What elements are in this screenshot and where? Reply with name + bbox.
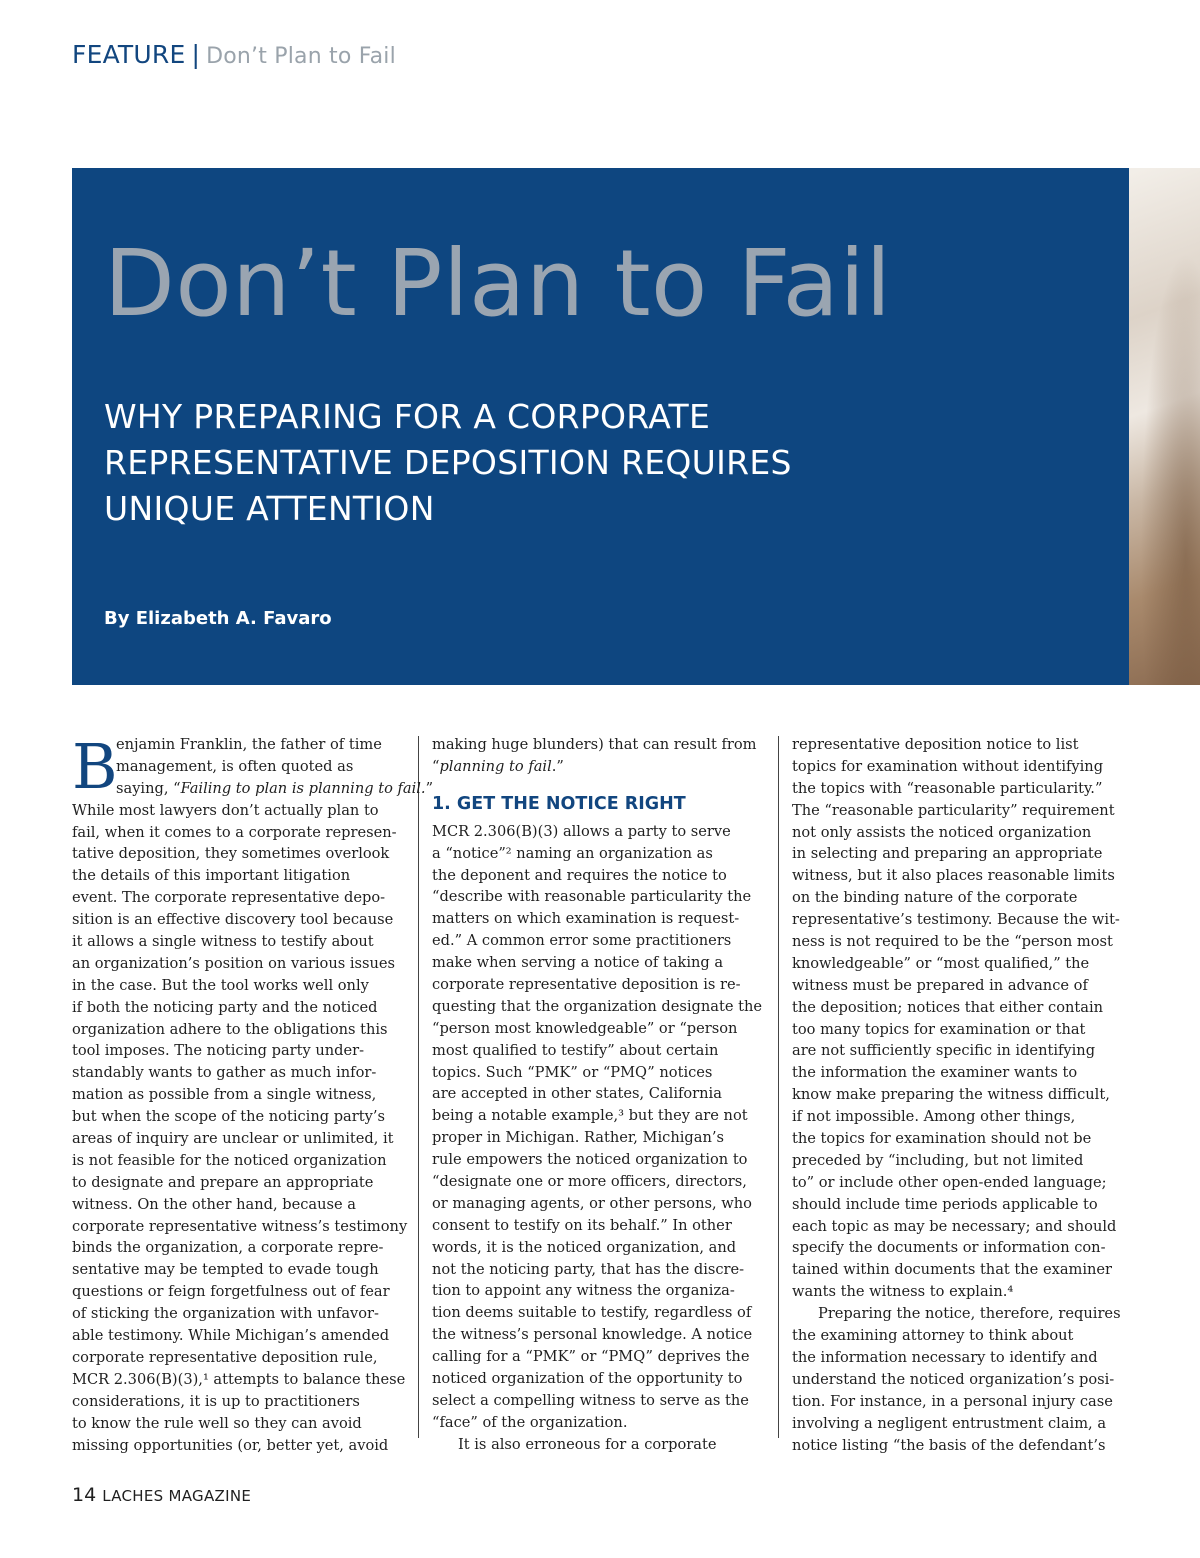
text-line: the details of this important litigation — [72, 867, 351, 885]
text-line: noticed organization of the opportunity to — [432, 1370, 743, 1388]
text-line: should include time periods applicable to — [792, 1195, 1098, 1213]
text-line: enjamin Franklin, the father of time — [116, 736, 382, 753]
text-line: fail, when it comes to a corporate represen- — [72, 823, 397, 841]
text-line: not the noticing party, that has the discre- — [432, 1260, 745, 1278]
text-line: Preparing the notice, therefore, requires — [818, 1305, 1121, 1323]
text-line: in the case. But the tool works well only — [72, 976, 369, 994]
text-line: MCR 2.306(B)(3),¹ attempts to balance these — [72, 1370, 406, 1388]
text-line: to designate and prepare an appropriate — [72, 1173, 374, 1191]
paragraph-body — [432, 821, 767, 1456]
text-line: areas of inquiry are unclear or unlimited, it — [72, 1130, 394, 1148]
text-line: “face” of the organization. — [432, 1413, 628, 1431]
text-line: topics. Such “PMK” or “PMQ” notices — [432, 1063, 713, 1081]
text-line: are not sufficiently specific in identifying — [792, 1042, 1096, 1060]
paragraph-body — [72, 800, 407, 1457]
text-line: but when the scope of the noticing party’s — [72, 1108, 385, 1126]
text-line: too many topics for examination or that — [792, 1020, 1086, 1038]
text-line: are accepted in other states, California — [432, 1085, 722, 1103]
text-line: words, it is the noticed organization, and — [432, 1238, 737, 1256]
text-line: the topics with “reasonable particularity.” — [792, 779, 1103, 797]
text-line: binds the organization, a corporate repre- — [72, 1239, 384, 1257]
column-divider — [778, 736, 779, 1438]
text-line: a “notice”² naming an organization as — [432, 844, 713, 862]
paragraph-body — [792, 734, 1127, 1456]
text-line: topics for examination without identifying — [792, 757, 1104, 775]
text-line: notice listing “the basis of the defendant’s — [792, 1436, 1106, 1454]
text-line: While most lawyers don’t actually plan to — [72, 801, 379, 819]
text-line: representative deposition notice to list — [792, 736, 1079, 753]
text-line: corporate representative deposition rule, — [72, 1348, 378, 1366]
opening-paragraph — [72, 730, 434, 803]
text-line: corporate representative deposition is re- — [432, 976, 741, 994]
text-line: It is also erroneous for a corporate — [458, 1435, 717, 1453]
text-line: witness, but it also places reasonable limits — [792, 867, 1115, 885]
text-line: understand the noticed organization’s posi- — [792, 1370, 1115, 1388]
text-line: of sticking the organization with unfavor- — [72, 1305, 379, 1323]
text-line: knowledgeable” or “most qualified,” the — [792, 954, 1090, 972]
body-column-2 — [432, 734, 767, 1456]
running-head — [72, 40, 396, 69]
article-subtitle — [104, 394, 1004, 532]
hero-banner — [72, 168, 1200, 685]
text-line: able testimony. While Michigan’s amended — [72, 1327, 390, 1345]
text-line: the witness’s personal knowledge. A notice — [432, 1326, 753, 1344]
text-line: tool imposes. The noticing party under- — [72, 1042, 365, 1060]
text-line: on the binding nature of the corporate — [792, 889, 1078, 907]
text-line: organization adhere to the obligations this — [72, 1020, 388, 1038]
subtitle-line: REPRESENTATIVE DEPOSITION REQUIRES — [104, 443, 792, 482]
text-line: in selecting and preparing an appropriate — [792, 845, 1103, 863]
running-head-separator: | — [191, 40, 201, 69]
text-line: MCR 2.306(B)(3) allows a party to serve — [432, 822, 731, 840]
text-line: ed.” A common error some practitioners — [432, 932, 732, 950]
text-line: representative’s testimony. Because the wit- — [792, 911, 1120, 929]
text-line: tion. For instance, in a personal injury case — [792, 1392, 1113, 1410]
magazine-name: LACHES MAGAZINE — [102, 1487, 252, 1505]
text-line: being a notable example,³ but they are not — [432, 1107, 748, 1125]
text-line: matters on which examination is request- — [432, 910, 740, 928]
column-divider — [418, 736, 419, 1438]
subtitle-line: WHY PREPARING FOR A CORPORATE — [104, 397, 711, 436]
running-head-title: Don’t Plan to Fail — [206, 44, 396, 69]
text-line: “planning to fail.” — [432, 757, 564, 775]
text-line: select a compelling witness to serve as the — [432, 1391, 749, 1409]
hero-panel — [72, 168, 1129, 685]
text-line: ness is not required to be the “person most — [792, 933, 1113, 951]
article-title: Don’t Plan to Fail — [104, 230, 892, 337]
text-line: “person most knowledgeable” or “person — [432, 1019, 738, 1037]
text-line: the information necessary to identify and — [792, 1348, 1098, 1366]
text-line: missing opportunities (or, better yet, avoid — [72, 1436, 389, 1454]
page-number: 14 — [72, 1484, 97, 1506]
text-line: make when serving a notice of taking a — [432, 954, 724, 972]
text-line: preceded by “including, but not limited — [792, 1151, 1084, 1169]
text-line: corporate representative witness’s testimony — [72, 1217, 408, 1235]
section-heading: 1. GET THE NOTICE RIGHT — [432, 793, 686, 814]
text-line: each topic as may be necessary; and should — [792, 1217, 1117, 1235]
text-line: if both the noticing party and the noticed — [72, 998, 378, 1016]
text-line: an organization’s position on various issues — [72, 954, 396, 972]
text-line: rule empowers the noticed organization to — [432, 1151, 748, 1169]
folio — [72, 1484, 251, 1506]
text-line: it allows a single witness to testify about — [72, 933, 374, 951]
text-line: mation as possible from a single witness, — [72, 1086, 377, 1104]
text-line: sentative may be tempted to evade tough — [72, 1261, 379, 1279]
text-line: the deponent and requires the notice to — [432, 866, 727, 884]
text-line: The “reasonable particularity” requirement — [792, 801, 1115, 819]
text-line: tion deems suitable to testify, regardless of — [432, 1304, 752, 1322]
text-line: proper in Michigan. Rather, Michigan’s — [432, 1129, 724, 1147]
text-line: considerations, it is up to practitioners — [72, 1392, 360, 1410]
text-line: consent to testify on its behalf.” In other — [432, 1216, 732, 1234]
text-line: wants the witness to explain.⁴ — [792, 1283, 1014, 1301]
text-line: to know the rule well so they can avoid — [72, 1414, 362, 1432]
byline: By Elizabeth A. Favaro — [104, 608, 332, 629]
text-line: tative deposition, they sometimes overlook — [72, 845, 390, 863]
text-line: questions or feign forgetfulness out of fear — [72, 1283, 390, 1301]
text-line: know make preparing the witness difficult, — [792, 1086, 1110, 1104]
drop-cap: B — [72, 730, 118, 803]
text-line: witness. On the other hand, because a — [72, 1195, 356, 1213]
text-line: management, is often quoted as — [116, 757, 354, 775]
body-column-3 — [792, 734, 1127, 1456]
text-line: tained within documents that the examiner — [792, 1261, 1113, 1279]
body-column-1 — [72, 730, 434, 1456]
text-line: the topics for examination should not be — [792, 1130, 1092, 1148]
text-line: standably wants to gather as much infor- — [72, 1064, 377, 1082]
text-line: “designate one or more officers, directors, — [432, 1173, 747, 1191]
text-line: sition is an effective discovery tool because — [72, 911, 394, 929]
text-line: questing that the organization designate the — [432, 997, 763, 1015]
section-label: FEATURE — [72, 40, 186, 69]
text-line: if not impossible. Among other things, — [792, 1108, 1076, 1126]
text-line: tion to appoint any witness the organiza- — [432, 1282, 735, 1300]
text-line: saying, “Failing to plan is planning to fail.” — [116, 779, 434, 797]
text-line: making huge blunders) that can result from — [432, 736, 757, 753]
text-line: witness must be prepared in advance of — [792, 976, 1088, 994]
text-line: most qualified to testify” about certain — [432, 1041, 719, 1059]
text-line: involving a negligent entrustment claim, a — [792, 1414, 1107, 1432]
text-line: to” or include other open-ended language; — [792, 1173, 1107, 1191]
text-line: “describe with reasonable particularity the — [432, 888, 752, 906]
text-line: calling for a “PMK” or “PMQ” deprives the — [432, 1348, 750, 1366]
text-line: the examining attorney to think about — [792, 1327, 1074, 1345]
text-line: the deposition; notices that either contain — [792, 998, 1104, 1016]
text-line: not only assists the noticed organization — [792, 823, 1092, 841]
hero-photo — [1128, 168, 1200, 685]
text-line: is not feasible for the noticed organization — [72, 1151, 387, 1169]
text-line: the information the examiner wants to — [792, 1064, 1078, 1082]
subtitle-line: UNIQUE ATTENTION — [104, 489, 435, 528]
text-line: event. The corporate representative depo- — [72, 889, 386, 907]
text-line: specify the documents or information con- — [792, 1239, 1106, 1257]
text-line: or managing agents, or other persons, who — [432, 1194, 752, 1212]
